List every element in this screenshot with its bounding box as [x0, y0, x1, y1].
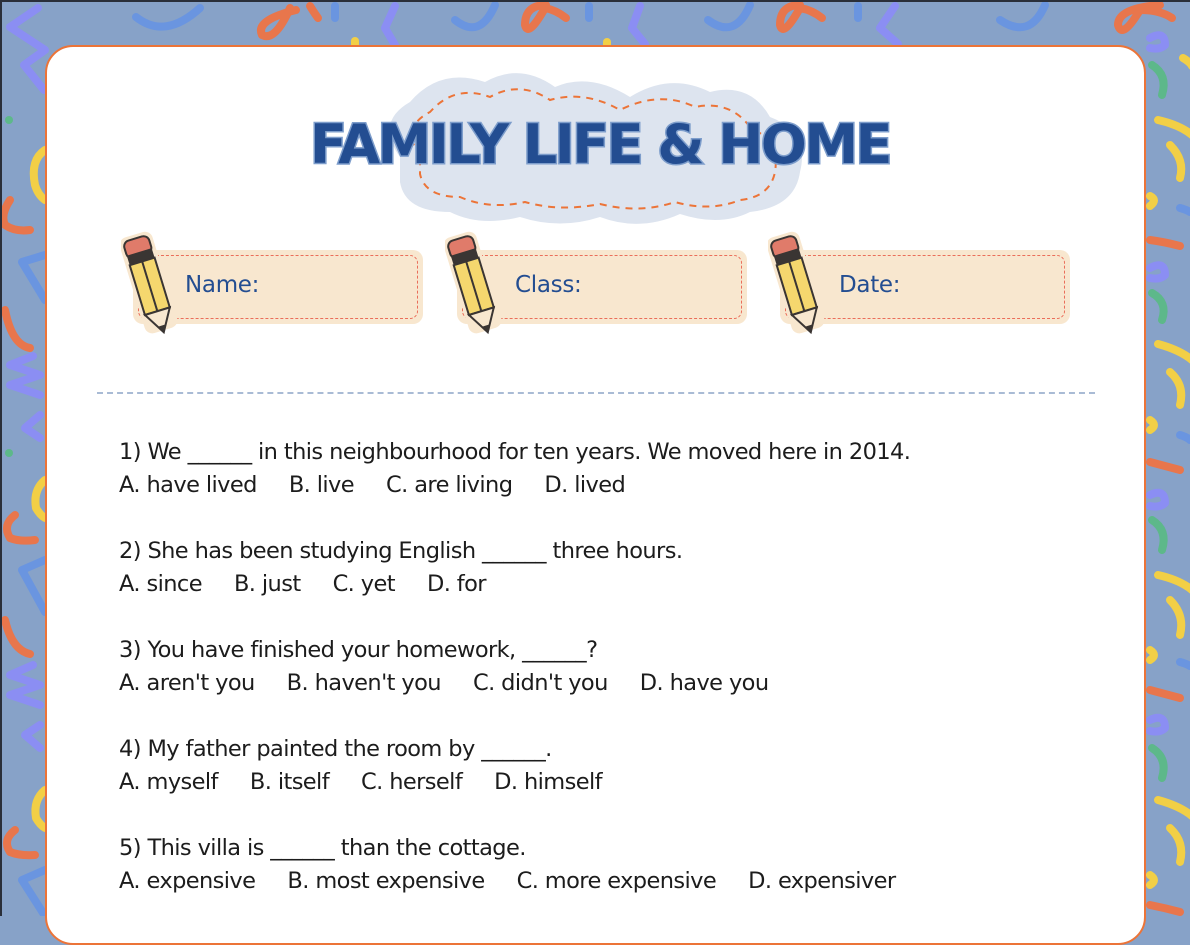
option-b[interactable]: B. most expensive	[287, 868, 485, 894]
option-b[interactable]: B. itself	[249, 769, 330, 795]
name-label: Name:	[185, 272, 260, 298]
option-c[interactable]: C. didn't you	[472, 670, 608, 696]
question-text: 4) My father painted the room by ______.	[119, 736, 552, 762]
option-c[interactable]: C. more expensive	[516, 868, 717, 894]
option-c[interactable]: C. herself	[361, 769, 463, 795]
class-field[interactable]	[457, 250, 747, 324]
pencil-icon	[768, 230, 828, 345]
question-4	[119, 733, 1119, 832]
date-field[interactable]	[780, 250, 1070, 324]
option-c[interactable]: C. are living	[386, 472, 513, 498]
answer-options	[119, 667, 1119, 700]
option-d[interactable]: D. have you	[639, 670, 769, 696]
option-d[interactable]: D. for	[426, 571, 486, 597]
question-text: 5) This villa is ______ than the cottage.	[119, 835, 526, 861]
class-label: Class:	[515, 272, 582, 298]
window-edge-top	[0, 0, 1190, 2]
answer-options	[119, 766, 1119, 799]
title-banner	[300, 62, 900, 232]
answer-options	[119, 865, 1119, 898]
option-b[interactable]: B. haven't you	[286, 670, 441, 696]
option-b[interactable]: B. live	[288, 472, 355, 498]
answer-options	[119, 469, 1119, 502]
option-b[interactable]: B. just	[233, 571, 301, 597]
option-a[interactable]: A. myself	[119, 769, 218, 795]
option-a[interactable]: A. since	[119, 571, 202, 597]
question-text: 3) You have finished your homework, ______?	[119, 637, 598, 663]
option-c[interactable]: C. yet	[332, 571, 395, 597]
question-text: 1) We ______ in this neighbourhood for ten years. We moved here in 2014.	[119, 439, 911, 465]
name-field[interactable]	[133, 250, 423, 324]
section-divider	[97, 392, 1095, 394]
question-text: 2) She has been studying English ______ three hours.	[119, 538, 683, 564]
pencil-icon	[445, 230, 505, 345]
option-d[interactable]: D. himself	[494, 769, 602, 795]
question-2	[119, 535, 1119, 634]
question-list	[119, 436, 1119, 931]
answer-options	[119, 568, 1119, 601]
page-title: FAMILY LIFE & HOME	[310, 113, 890, 176]
window-edge-left	[0, 0, 2, 916]
date-label: Date:	[839, 272, 901, 298]
pencil-icon	[121, 230, 181, 345]
question-5	[119, 832, 1119, 931]
question-3	[119, 634, 1119, 733]
option-d[interactable]: D. expensiver	[748, 868, 896, 894]
option-a[interactable]: A. aren't you	[119, 670, 255, 696]
option-a[interactable]: A. have lived	[119, 472, 257, 498]
option-a[interactable]: A. expensive	[119, 868, 256, 894]
option-d[interactable]: D. lived	[544, 472, 626, 498]
question-1	[119, 436, 1119, 535]
